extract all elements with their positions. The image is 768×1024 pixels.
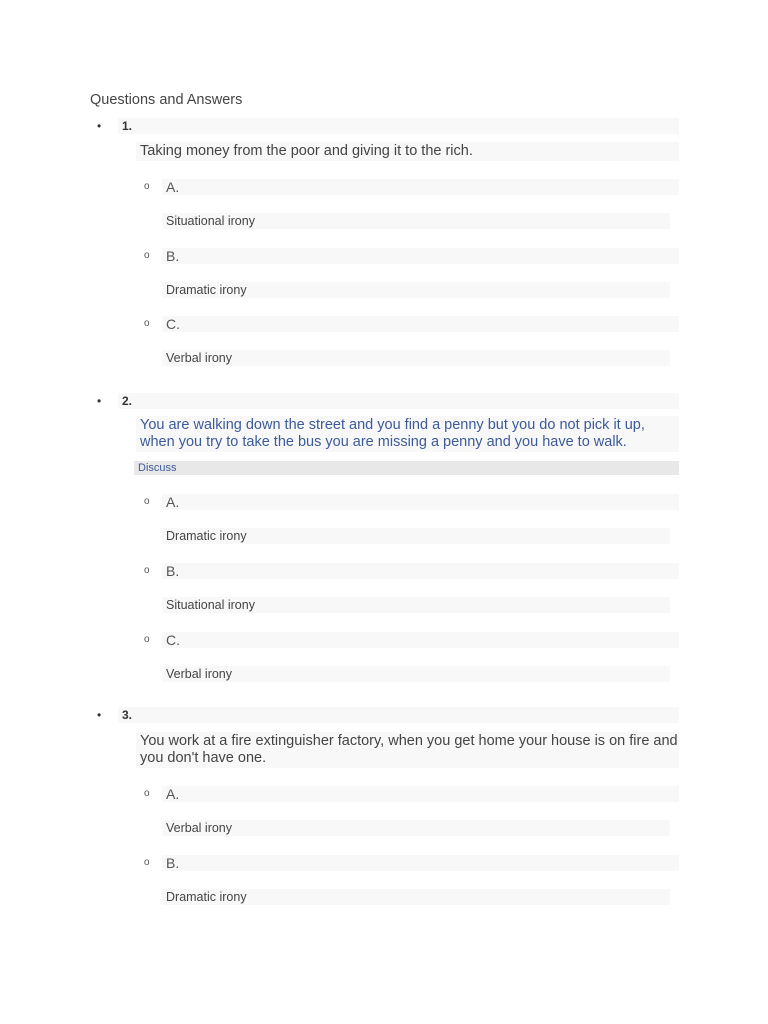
- option-bullet: o: [144, 788, 150, 799]
- question-number: 3.: [122, 708, 133, 722]
- answer-text: Situational irony: [166, 214, 255, 228]
- option-a: [162, 786, 679, 802]
- option-a: [162, 494, 679, 510]
- option-a: [162, 179, 679, 195]
- question-text: You work at a fire extinguisher factory, when you get home your house is on fire and you don't have one.: [136, 732, 679, 768]
- option-bullet: o: [144, 181, 150, 192]
- answer-option-b: [162, 597, 670, 613]
- option-letter: A.: [166, 179, 180, 195]
- option-b: [162, 248, 679, 264]
- answer-text: Verbal irony: [166, 821, 233, 835]
- option-c: [162, 316, 679, 332]
- list-bullet: •: [97, 119, 102, 133]
- option-letter: A.: [166, 494, 180, 510]
- option-letter: B.: [166, 248, 180, 264]
- list-bullet: •: [97, 394, 102, 408]
- list-bullet: •: [97, 708, 102, 722]
- discuss-link[interactable]: Discuss: [138, 462, 177, 474]
- answer-option-c: [162, 666, 670, 682]
- page-title: Questions and Answers: [90, 92, 243, 108]
- option-bullet: o: [144, 496, 150, 507]
- question-number: 2.: [122, 394, 133, 408]
- option-b: [162, 855, 679, 871]
- option-letter: A.: [166, 786, 180, 802]
- option-letter: B.: [166, 855, 180, 871]
- option-bullet: o: [144, 857, 150, 868]
- option-bullet: o: [144, 318, 150, 329]
- option-b: [162, 563, 679, 579]
- answer-text: Dramatic irony: [166, 283, 247, 297]
- answer-option-a: [162, 820, 670, 836]
- question-number-row: [118, 393, 679, 409]
- discuss-row: [134, 461, 679, 475]
- answer-text: Verbal irony: [166, 351, 233, 365]
- answer-option-b: [162, 889, 670, 905]
- option-letter: C.: [166, 632, 180, 648]
- option-c: [162, 632, 679, 648]
- answer-option-a: [162, 213, 670, 229]
- option-bullet: o: [144, 634, 150, 645]
- answer-option-a: [162, 528, 670, 544]
- answer-text: Verbal irony: [166, 667, 233, 681]
- question-number-row: [118, 118, 679, 134]
- answer-text: Situational irony: [166, 598, 255, 612]
- answer-text: Dramatic irony: [166, 529, 247, 543]
- option-bullet: o: [144, 250, 150, 261]
- answer-option-c: [162, 350, 670, 366]
- option-bullet: o: [144, 565, 150, 576]
- question-number-row: [118, 707, 679, 723]
- question-text: Taking money from the poor and giving it to the rich.: [136, 142, 679, 161]
- question-text-link[interactable]: You are walking down the street and you find a penny but you do not pick it up, when you try to take the bus you are missing a penny and you have to walk.: [136, 416, 679, 452]
- answer-text: Dramatic irony: [166, 890, 247, 904]
- question-number: 1.: [122, 119, 133, 133]
- option-letter: C.: [166, 316, 180, 332]
- option-letter: B.: [166, 563, 180, 579]
- answer-option-b: [162, 282, 670, 298]
